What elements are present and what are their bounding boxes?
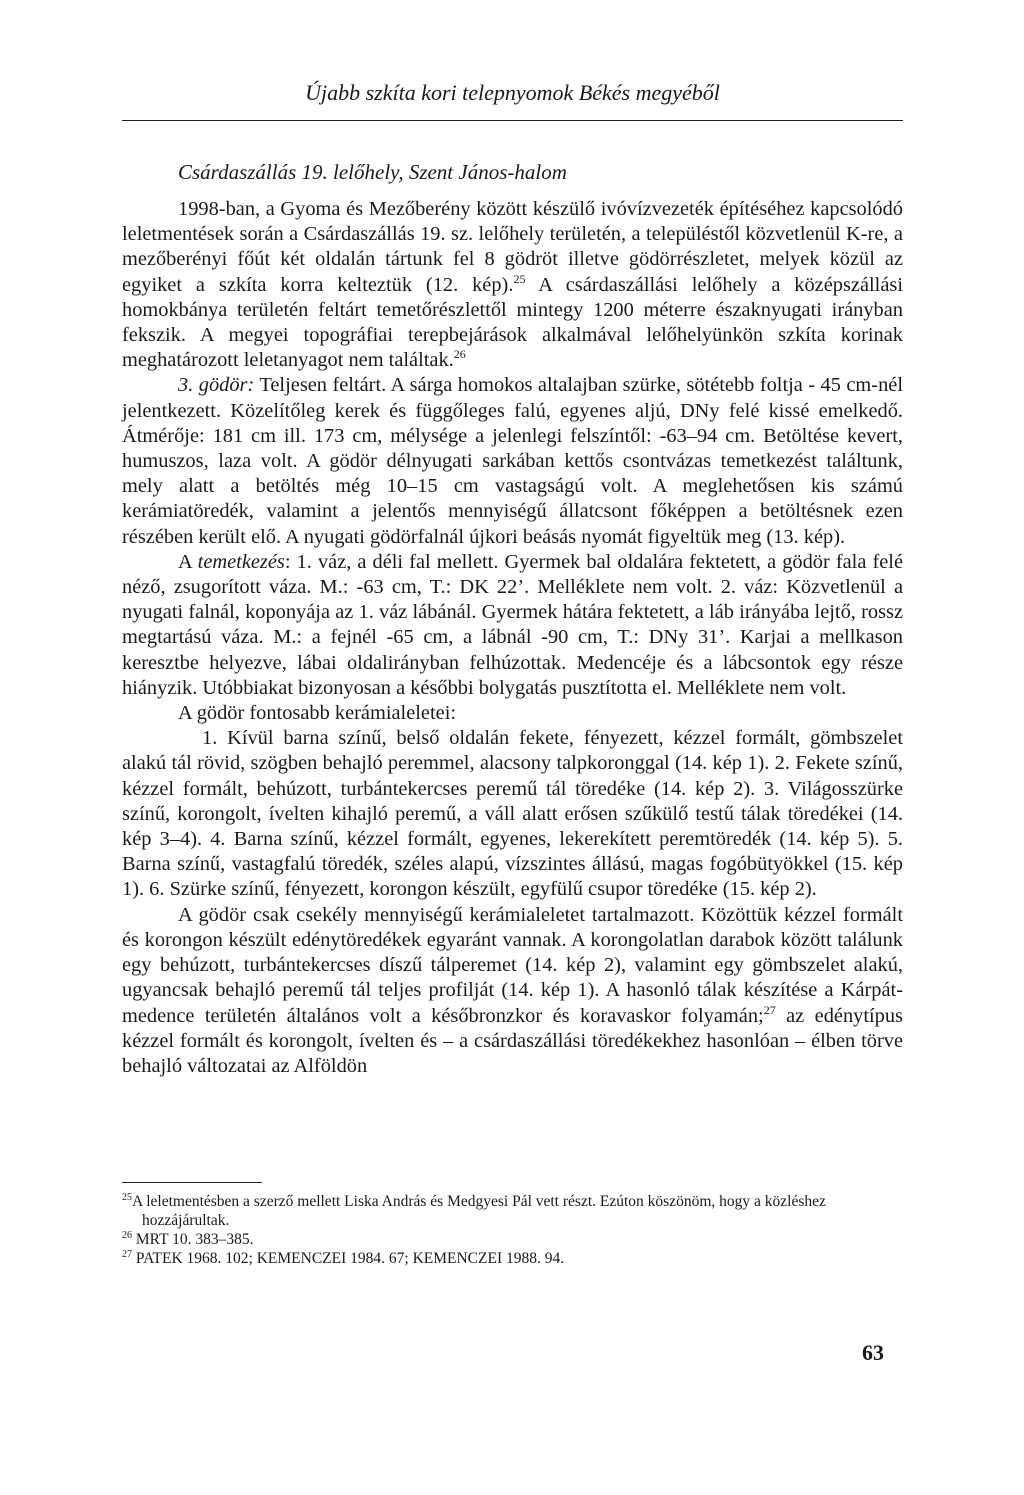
paragraph-pit-3: 3. gödör: Teljesen feltárt. A sárga homokos altalajban szürke, sötétebb foltja - 45 cm-nél jelentkezett. Közelítőleg kerek és függőleges falú, egyenes aljú, DNy felé kissé emelkedő. Átmérője: 181 cm ill. 173 cm, mélysége a jelenlegi felszíntől: -63–94 cm. Betöltése kevert, humuszos, laza volt. A gödör délnyugati sarkában kettős csontvázas temetkezést találtunk, mely alatt a betöltés még 10–15 cm vastagságú volt. A meglehetősen kis számú kerámiatöredék, valamint a jelentős mennyiségű állatcsont főképpen a betöltésnek ezen részében került elő. A nyugati gödörfalnál újkori beásás nyomát figyeltük meg (13. kép). <box>122 374 903 548</box>
footnotes <box>122 1192 903 1268</box>
paragraph-burial: A temetkezés: 1. váz, a déli fal mellett. Gyermek bal oldalára fektetett, a gödör fala felé néző, zsugorított váza. M.: -63 cm, T.: DK 22’. Melléklete nem volt. 2. váz: Közvetlenül a nyugati falnál, koponyája az 1. váz lábánál. Gyermek hátára fektetett, a láb irányába lejtő, rossz megtartású váza. M.: a fejnél -65 cm, a lábnál -90 cm, T.: DNy 31’. Karjai a mellkason keresztbe helyezve, lábai oldalirányban felhúzottak. Medencéje és a lábcsontok egy része hiányzik. Utóbbiakat bizonyosan a későbbi bolygatás pusztította el. Melléklete nem volt. <box>122 550 904 699</box>
paragraph-finds-list: 1. Kívül barna színű, belső oldalán fekete, fényezett, kézzel formált, gömbszelet alakú tál rövid, szögben behajló peremmel, alacsony talpkoronggal (14. kép 1). 2. Fekete színű, kézzel formált, behúzott, turbántekercses peremű tál töredéke (14. kép 2). 3. Világosszürke színű, korongolt, ívelten kihajló peremű, a váll alatt erősen szűkülő testű tálak töredékei (14. kép 3–4). 4. Barna színű, kézzel formált, egyenes, lekerekített peremtöredék (14. kép 5). 5. Barna színű, vastagfalú töredék, széles alapú, vízszintes állású, magas fogóbütyökkel (15. kép 1). 6. Szürke színű, fényezett, korongon készült, egyfülű csupor töredéke (15. kép 2). <box>122 727 903 901</box>
pit-label: 3. gödör: <box>178 374 255 397</box>
burial-label: temetkezés <box>197 550 285 573</box>
page-number: 63 <box>862 1340 884 1365</box>
paragraph-discussion: A gödör csak csekély mennyiségű kerámialeletet tartalmazott. Közöttük kézzel formált és korongon készült edénytöredékek egyaránt vannak. A korongolatlan darabok között találunk egy behúzott, turbántekercses díszű tálperemet (14. kép 2), valamint egy gömbszelet alakú, ugyancsak behajló peremű tál teljes profilját (14. kép 1). A hasonló tálak készítése a Kárpát-medence területén általános volt a későbronzkor és koravaskor folyamán;$^{27}$ az edénytípus kézzel formált és korongolt, ívelten és – a csárdaszállási töredékekhez hasonlóan – élben törve behajló változatai az Alföldön <box>122 903 903 1077</box>
header-rule <box>122 120 903 121</box>
footnote-ref-25[interactable]: 25 <box>513 271 526 286</box>
footnote-ref-26[interactable]: 26 <box>453 347 466 362</box>
body-text <box>122 197 903 1079</box>
paragraph-finds-heading: A gödör fontosabb kerámialeletei: <box>178 702 457 725</box>
footnote-27: $^{27}$ PATEK 1968. 102; KEMENCZEI 1984. 67; KEMENCZEI 1988. 94. <box>122 1249 565 1267</box>
footnote-25: $^{25}$A leletmentésben a szerző mellett Liska András és Medgyesi Pál vett részt. Ezúton köszönöm, hogy a közléshez hozzájárultak. <box>122 1192 826 1229</box>
footnote-26: $^{26}$ MRT 10. 383–385. <box>122 1230 254 1248</box>
footnote-rule <box>122 1182 262 1183</box>
section-title: Csárdaszállás 19. lelőhely, Szent János-halom <box>178 160 567 184</box>
paragraph-intro: 1998-ban, a Gyoma és Mezőberény között készülő ivóvízvezeték építéséhez kapcsolódó leletmentések során a Csárdaszállás 19. sz. lelőhely területén, a településtől közvetlenül K-re, a mezőberényi főút két oldalán tártunk fel 8 gödröt illetve gödörrészletet, melyek közül az egyiket a szkíta korra kelteztük (12. kép).$^{25}$ A csárdaszállási lelőhely a középszállási homokbánya területén feltárt temetőrészlettől mintegy 1200 méterre északnyugati irányban fekszik. A megyei topográfiai terepbejárások alkalmával lelőhelyünkön szkíta korinak meghatározott leletanyagot nem találtak.$^{26}$ <box>122 198 903 372</box>
running-head: Újabb szkíta kori telepnyomok Békés megyéből <box>305 80 720 105</box>
footnote-ref-27[interactable]: 27 <box>763 1002 776 1017</box>
